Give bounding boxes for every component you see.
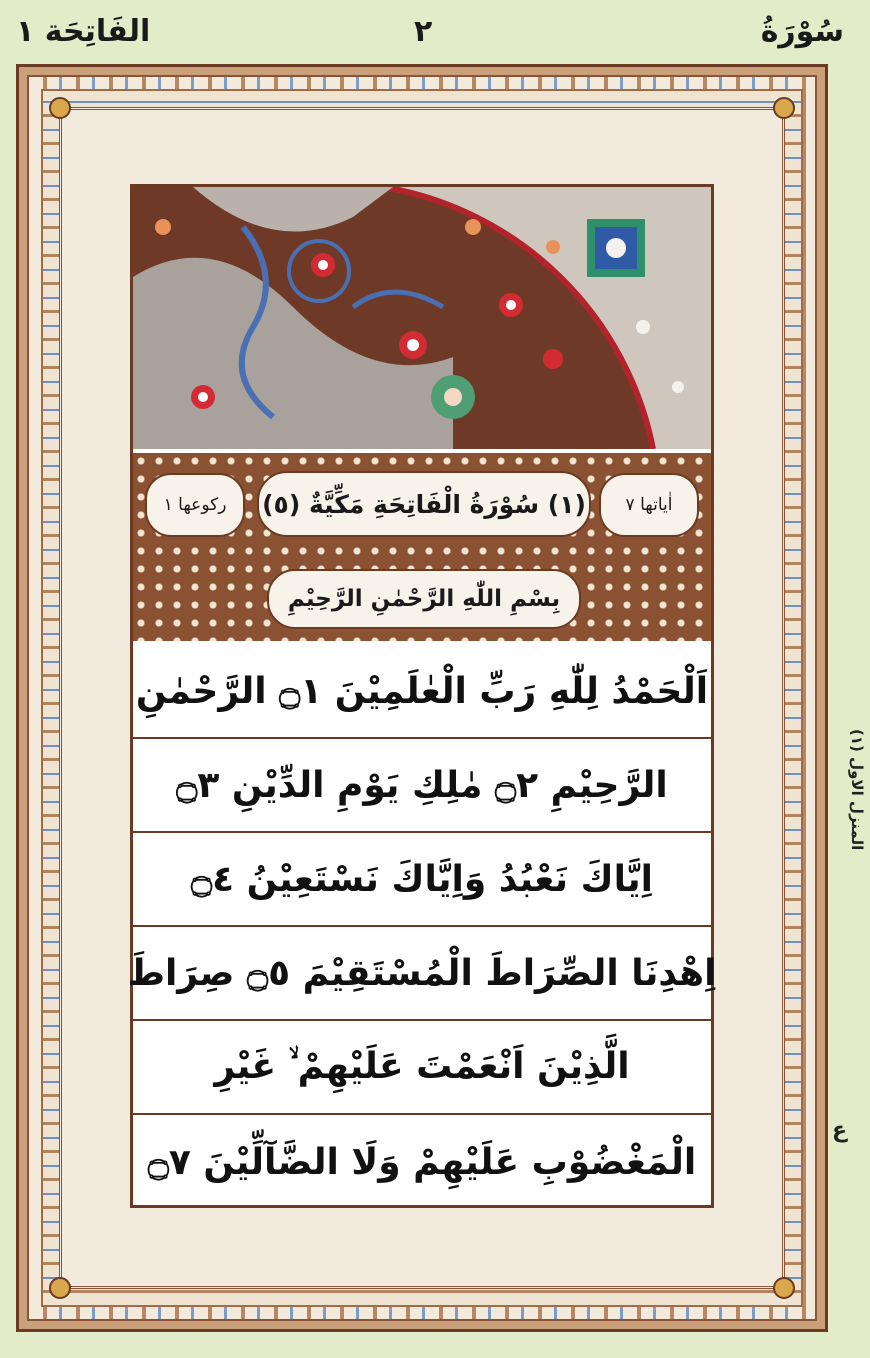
bismillah-cartouche bbox=[267, 569, 581, 629]
verse-line: الَّذِيْنَ اَنْعَمْتَ عَلَيْهِمْ ۙ غَيْرِ bbox=[133, 1021, 711, 1115]
corner-ornament-icon bbox=[773, 1277, 795, 1299]
verse-line: اِهْدِنَا الصِّرَاطَ الْمُسْتَقِيْمَ ۝٥ صِرَاطَ bbox=[133, 927, 711, 1021]
surah-title-band bbox=[133, 453, 711, 641]
surah-title-cartouche bbox=[257, 471, 591, 537]
verse-line: الرَّحِيْمِ ۝٢ مٰلِكِ يَوْمِ الدِّيْنِ ۝٣ bbox=[133, 739, 711, 833]
ruku-count-cartouche bbox=[145, 473, 245, 537]
surah-title: (١) سُوْرَةُ الْفَاتِحَةِ مَكِّيَّةٌ (٥) bbox=[262, 489, 586, 519]
surah-label-header: سُوْرَةُ bbox=[760, 14, 844, 49]
ruku-margin-mark: ع bbox=[832, 1118, 848, 1143]
manzil-margin-note: المنزل الاول (١) bbox=[848, 728, 866, 850]
verse-block bbox=[127, 645, 717, 1209]
ayat-count-label: اٰياتها ٧ bbox=[625, 495, 673, 515]
illumination-panel bbox=[133, 187, 711, 449]
corner-ornament-icon bbox=[773, 97, 795, 119]
page-content bbox=[127, 184, 717, 1208]
corner-ornament-icon bbox=[49, 1277, 71, 1299]
page-header bbox=[0, 0, 870, 62]
verse-line: اِيَّاكَ نَعْبُدُ وَاِيَّاكَ نَسْتَعِيْنُ ۝٤ bbox=[133, 833, 711, 927]
bismillah-text: بِسْمِ اللّٰهِ الرَّحْمٰنِ الرَّحِيْمِ bbox=[287, 586, 561, 612]
ayat-count-cartouche bbox=[599, 473, 699, 537]
page-number: ٢ bbox=[414, 14, 433, 49]
verse-line: الْمَغْضُوْبِ عَلَيْهِمْ وَلَا الضَّآلِّيْنَ ۝٧ bbox=[147, 1141, 697, 1183]
surah-name-header: الفَاتِحَة ١ bbox=[16, 14, 151, 49]
corner-ornament-icon bbox=[49, 97, 71, 119]
verse-line: اَلْحَمْدُ لِلّٰهِ رَبِّ الْعٰلَمِيْنَ ۝١ الرَّحْمٰنِ bbox=[133, 645, 711, 739]
ruku-count-label: رکوعها ١ bbox=[163, 495, 227, 515]
floral-illumination-icon bbox=[133, 187, 711, 449]
